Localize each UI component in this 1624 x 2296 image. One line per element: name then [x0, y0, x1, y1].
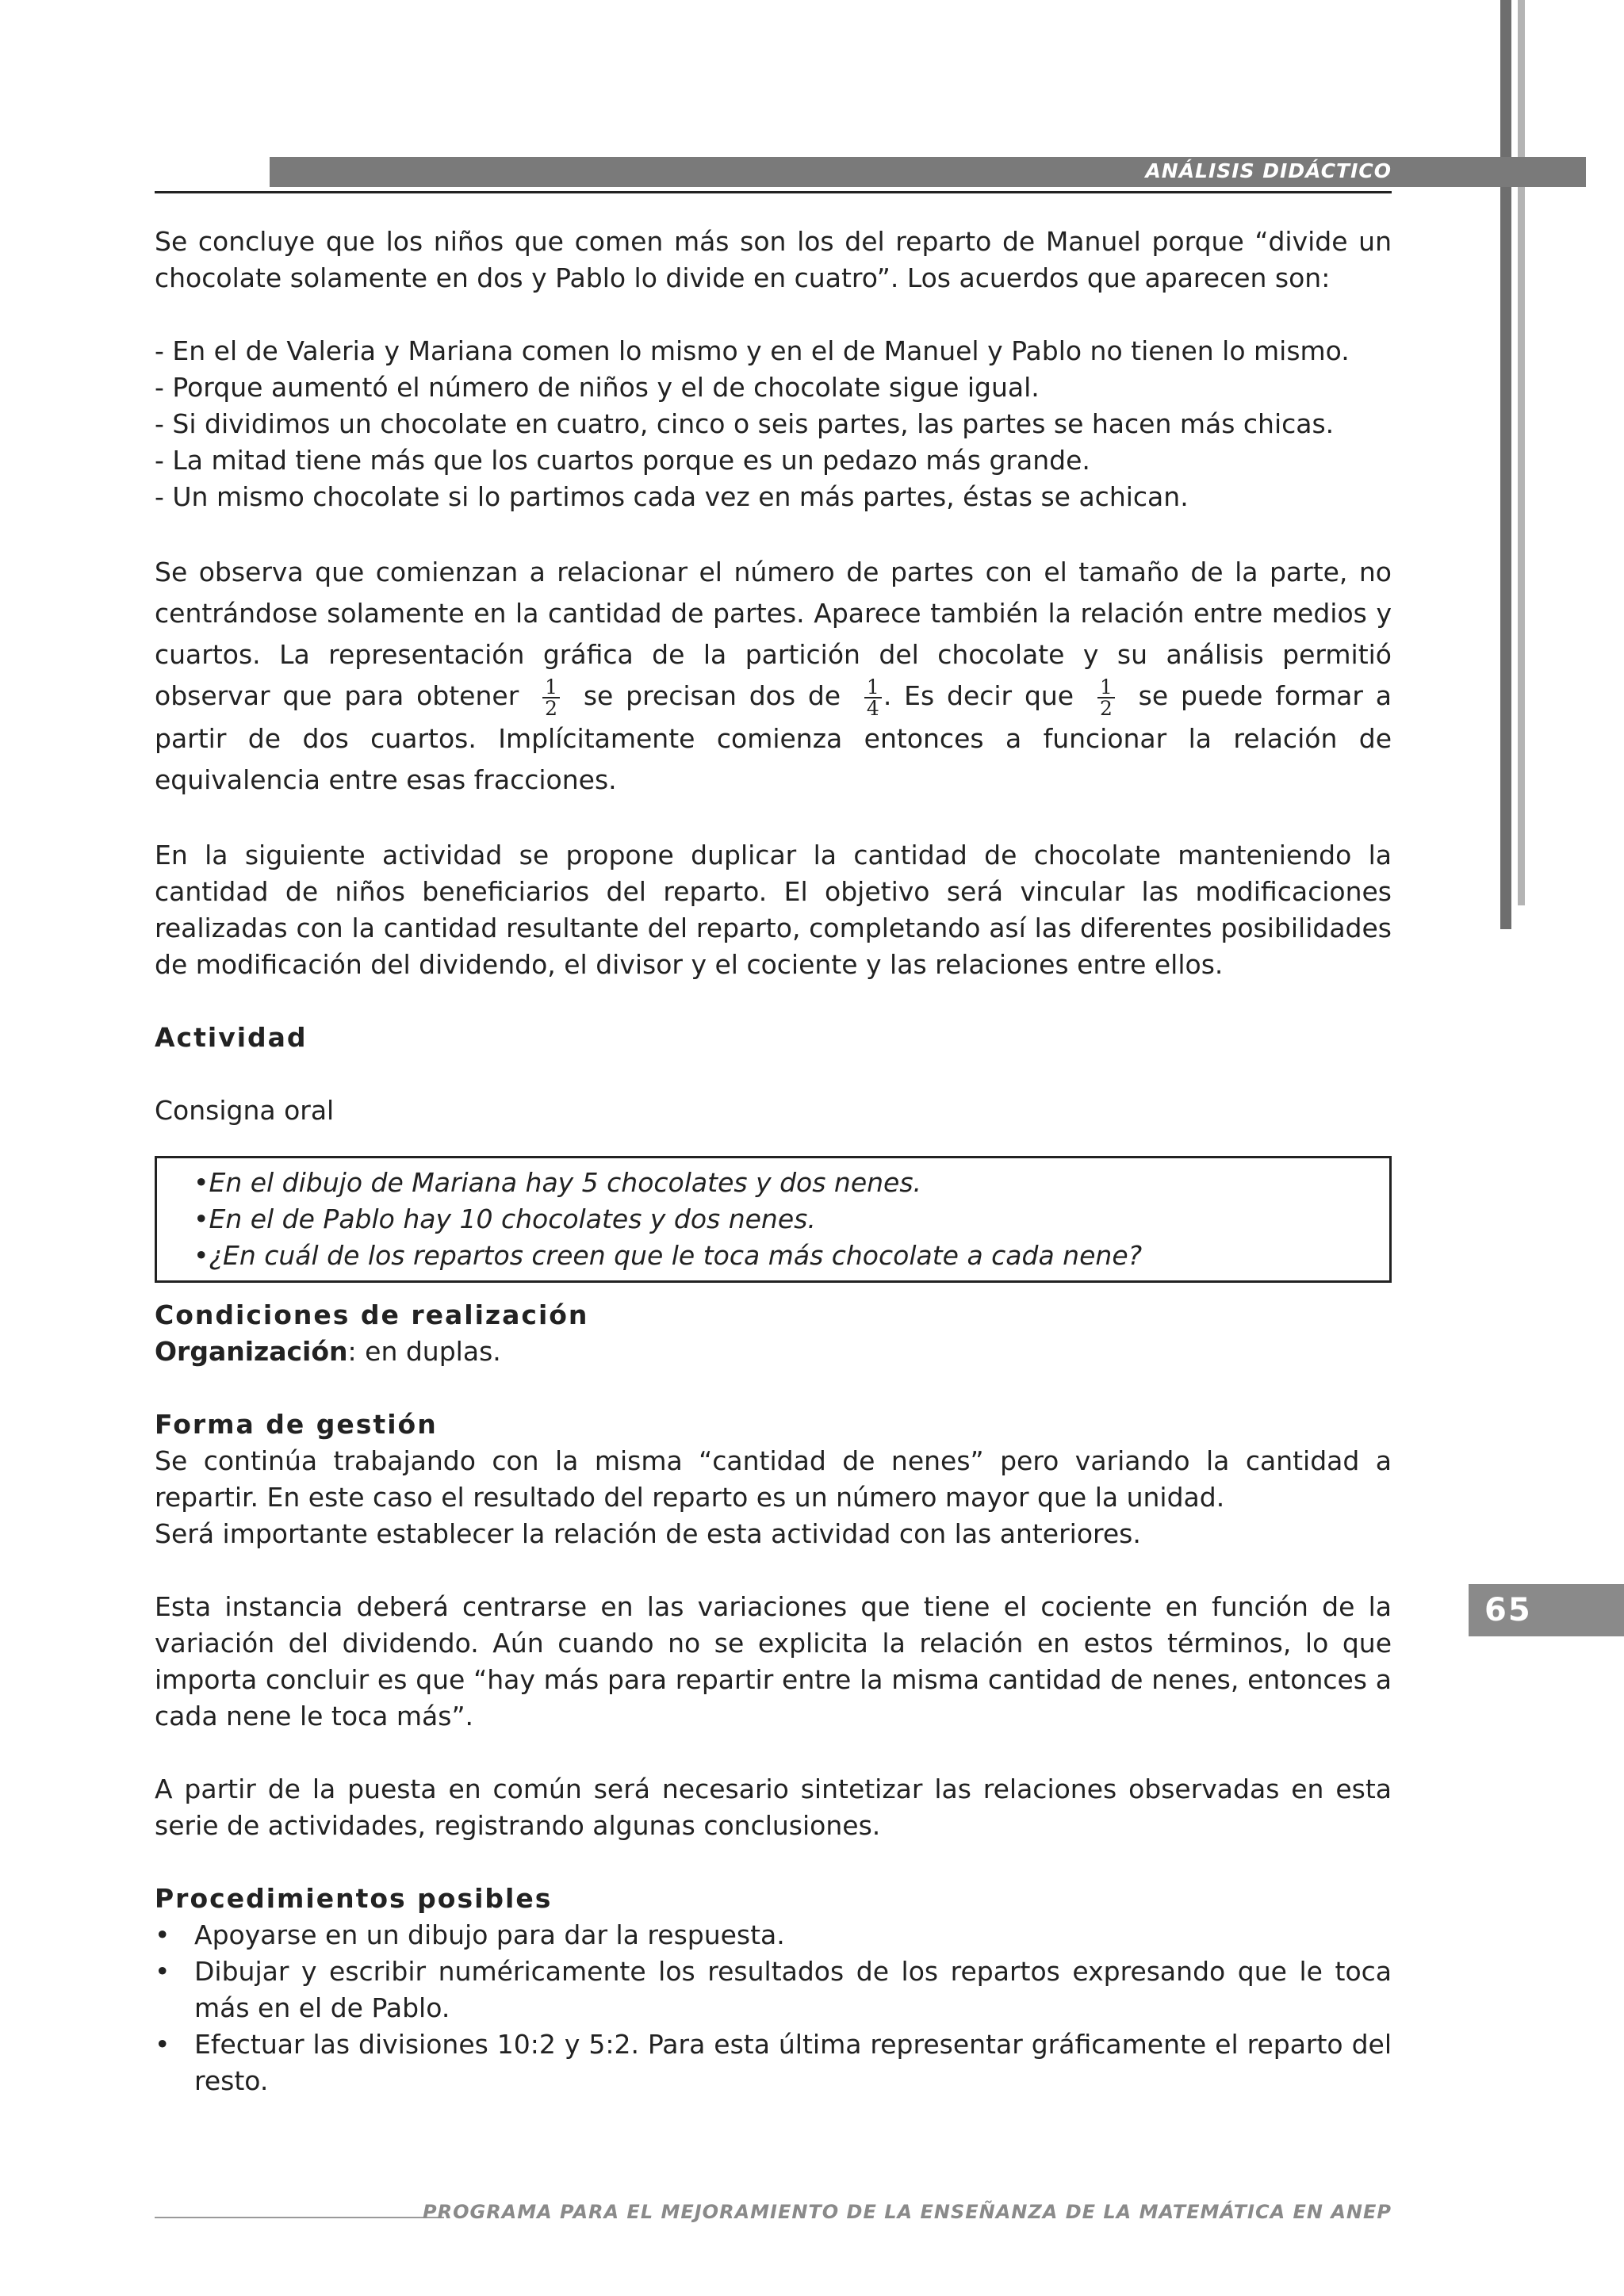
bullet-icon: •: [155, 1955, 170, 1987]
page-number: 65: [1484, 1592, 1532, 1628]
list-item: [155, 1954, 1392, 2026]
instruction-label: Consigna oral: [155, 1094, 335, 1126]
management-paragraph: Será importante establecer la relación de esta actividad con las anteriores.: [155, 1517, 1141, 1549]
page-body: [155, 224, 1392, 2099]
organization-label: Organización: [155, 1335, 348, 1367]
procedure-text: Apoyarse en un dibujo para dar la respuesta.: [194, 1919, 785, 1950]
fraction-one-half: [542, 677, 560, 718]
footer-rule: [155, 2217, 444, 2218]
procedure-text: Efectuar las divisiones 10:2 y 5:2. Para esta última representar gráficamente el reparto del resto.: [194, 2028, 1392, 2096]
next-activity-paragraph: En la siguiente actividad se propone duplicar la cantidad de chocolate manteniendo la cantidad de niños beneficiarios del reparto. El objetivo será vincular las modificaciones realizadas con la cantidad resultante del reparto, completando así las diferentes posibilidades de modificación del dividendo, el divisor y el cociente y las relaciones entre ellos.: [155, 839, 1392, 980]
header-rule: [155, 191, 1392, 193]
conditions-heading: Condiciones de realización: [155, 1299, 589, 1330]
fraction-denominator: 2: [1097, 697, 1115, 718]
procedures-heading: Procedimientos posibles: [155, 1882, 553, 1914]
observation-text: . Es decir que: [883, 680, 1074, 711]
instructions-box: [155, 1156, 1392, 1283]
fraction-denominator: 4: [864, 697, 882, 718]
list-item: [155, 1917, 1392, 1954]
activity-heading: Actividad: [155, 1021, 308, 1053]
fraction-numerator: 1: [545, 675, 557, 698]
organization-line: [155, 1334, 1392, 1370]
management-paragraph: A partir de la puesta en común será necesario sintetizar las relaciones observadas en esta serie de actividades, registrando algunas conclusiones.: [155, 1773, 1392, 1841]
agreement-item: - La mitad tiene más que los cuartos porque es un pedazo más grande.: [155, 445, 1090, 476]
instruction-line: •En el de Pablo hay 10 chocolates y dos nenes.: [193, 1203, 816, 1234]
agreement-item: - Porque aumentó el número de niños y el de chocolate sigue igual.: [155, 372, 1040, 403]
decorative-vertical-bar: [1500, 0, 1511, 929]
agreements-list: [155, 333, 1392, 515]
organization-value: : en duplas.: [347, 1335, 501, 1367]
management-heading: Forma de gestión: [155, 1408, 438, 1440]
observation-text: se puede formar a partir de dos cuartos. Implícitamente comienza entonces a funcionar la relación de equivalencia entre esas fracciones.: [155, 680, 1392, 795]
bullet-icon: •: [155, 1919, 170, 1950]
procedures-list: [155, 1917, 1392, 2099]
fraction-one-half: [1097, 677, 1115, 718]
bullet-icon: •: [155, 2028, 170, 2060]
section-title: ANÁLISIS DIDÁCTICO: [1145, 159, 1392, 182]
management-paragraph: Se continúa trabajando con la misma “cantidad de nenes” pero variando la cantidad a repartir. En este caso el resultado del reparto es un número mayor que la unidad.: [155, 1445, 1392, 1513]
footer-program-title: PROGRAMA PARA EL MEJORAMIENTO DE LA ENSEÑANZA DE LA MATEMÁTICA EN ANEP: [423, 2201, 1392, 2223]
fraction-denominator: 2: [542, 697, 560, 718]
list-item: [155, 2026, 1392, 2099]
agreement-item: - En el de Valeria y Mariana comen lo mismo y en el de Manuel y Pablo no tienen lo mismo.: [155, 335, 1350, 366]
management-paragraph: Esta instancia deberá centrarse en las variaciones que tiene el cociente en función de la variación del dividendo. Aún cuando no se explicita la relación en estos términos, lo que importa concluir es que “hay más para repartir entre la misma cantidad de nenes, entonces a cada nene le toca más”.: [155, 1590, 1392, 1732]
observation-paragraph: [155, 552, 1392, 801]
decorative-vertical-bar-light: [1518, 0, 1525, 905]
fraction-one-quarter: [864, 677, 882, 718]
fraction-numerator: 1: [866, 675, 879, 698]
intro-paragraph: Se concluye que los niños que comen más son los del reparto de Manuel porque “divide un chocolate solamente en dos y Pablo lo divide en cuatro”. Los acuerdos que aparecen son:: [155, 226, 1392, 293]
fraction-numerator: 1: [1099, 675, 1113, 698]
agreement-item: - Si dividimos un chocolate en cuatro, cinco o seis partes, las partes se hacen más chicas.: [155, 408, 1335, 439]
instruction-line: •En el dibujo de Mariana hay 5 chocolates y dos nenes.: [193, 1166, 922, 1198]
observation-text: se precisan dos de: [583, 680, 841, 711]
agreement-item: - Un mismo chocolate si lo partimos cada vez en más partes, éstas se achican.: [155, 481, 1189, 512]
observation-text: Se observa que comienzan a relacionar el número de partes con el tamaño de la parte, no centrándose solamente en la cantidad de partes. Aparece también la relación entre medios y cuartos. La representación gráfica de la partición del chocolate y su análisis permitió observar que para obtener: [155, 557, 1392, 711]
procedure-text: Dibujar y escribir numéricamente los resultados de los repartos expresando que le toca más en el de Pablo.: [194, 1955, 1392, 2023]
instruction-line: •¿En cuál de los repartos creen que le toca más chocolate a cada nene?: [193, 1239, 1143, 1271]
